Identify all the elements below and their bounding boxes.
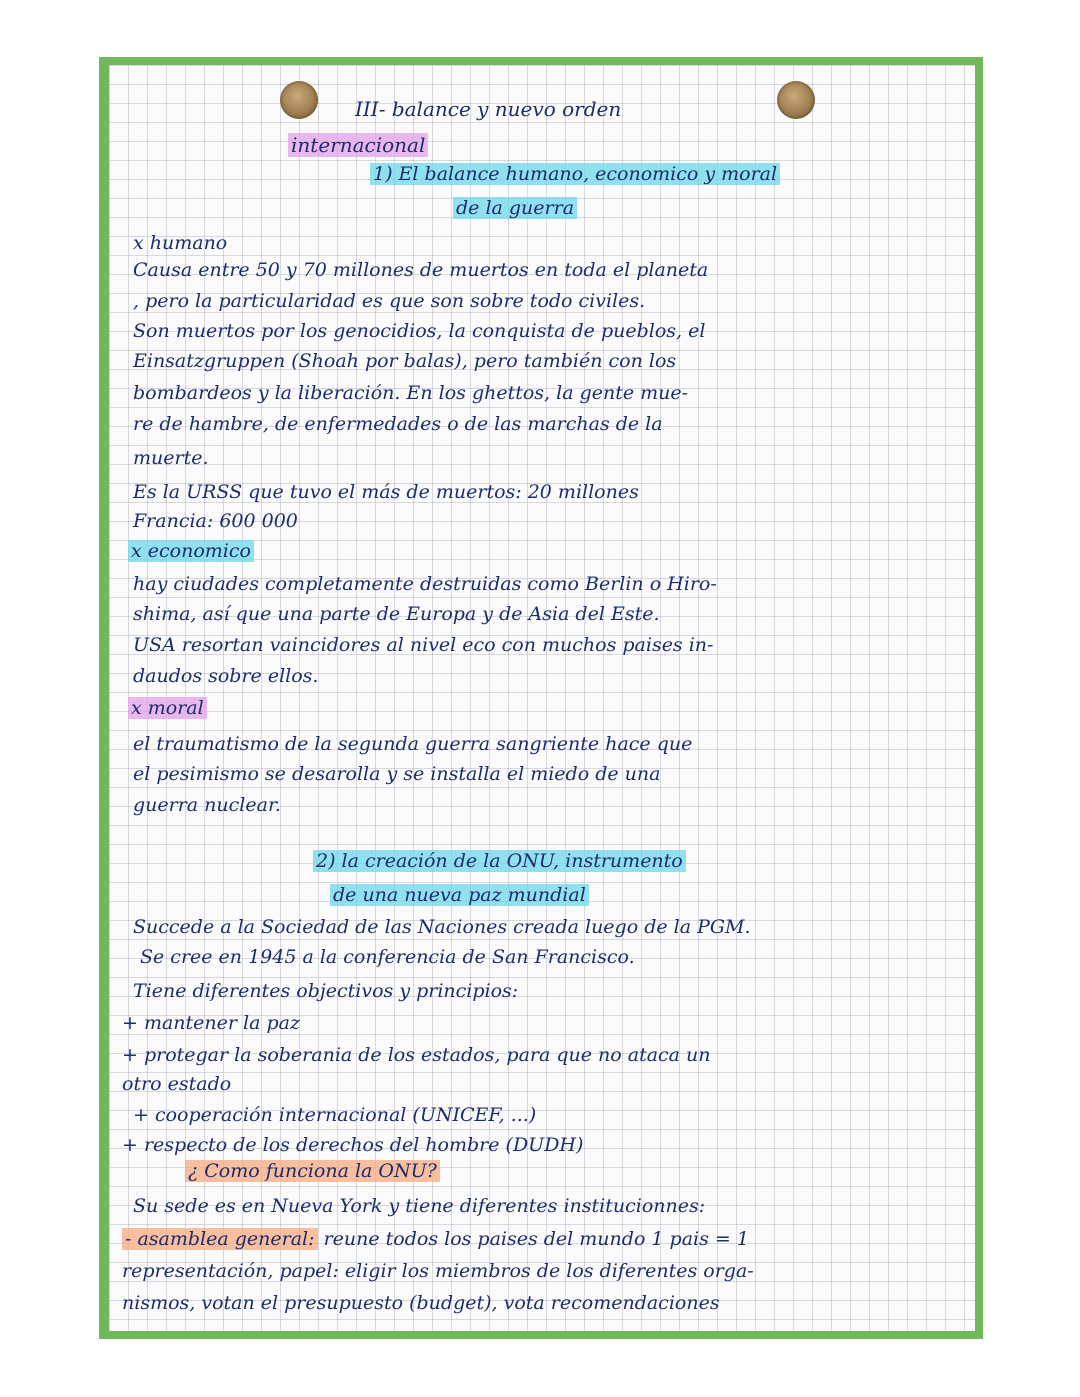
humano-line: re de hambre, de enfermedades o de las marchas de la bbox=[133, 413, 663, 435]
asamblea-line: representación, papel: eligir los miembros de los diferentes orga- bbox=[122, 1260, 754, 1282]
section1-heading-2 bbox=[453, 197, 577, 219]
section2-intro-line: Tiene diferentes objectivos y principios: bbox=[133, 980, 519, 1002]
punch-hole-left bbox=[280, 81, 318, 119]
humano-line: bombardeos y la liberación. En los ghettos, la gente mue- bbox=[133, 382, 689, 404]
section1-heading-line1: 1) El balance humano, economico y moral bbox=[370, 163, 780, 185]
objective-item: + mantener la paz bbox=[122, 1012, 300, 1034]
moral-line: guerra nuclear. bbox=[133, 794, 281, 816]
page-title-line2: internacional bbox=[288, 133, 428, 157]
asamblea-text: reune todos los paises del mundo 1 pais = 1 bbox=[323, 1228, 749, 1250]
page-title-line1: III- balance y nuevo orden bbox=[355, 97, 622, 121]
section2-heading-line2: de una nueva paz mundial bbox=[330, 884, 589, 906]
humano-line: Francia: 600 000 bbox=[133, 510, 298, 532]
question-heading: ¿ Como funciona la ONU? bbox=[185, 1160, 440, 1182]
asamblea-label: - asamblea general: bbox=[122, 1228, 318, 1250]
economico-line: shima, así que una parte de Europa y de Asia del Este. bbox=[133, 603, 660, 625]
section1-heading bbox=[370, 163, 780, 185]
humano-line: Einsatzgruppen (Shoah por balas), pero también con los bbox=[133, 350, 677, 372]
humano-line: muerte. bbox=[133, 447, 209, 469]
objective-item: + protegar la soberania de los estados, para que no ataca un bbox=[122, 1044, 711, 1066]
section2-heading bbox=[313, 850, 686, 872]
humano-label: x humano bbox=[133, 232, 228, 254]
section2-heading-line1: 2) la creación de la ONU, instrumento bbox=[313, 850, 686, 872]
humano-line: , pero la particularidad es que son sobre todo civiles. bbox=[133, 290, 646, 312]
economico-line: daudos sobre ellos. bbox=[133, 665, 319, 687]
punch-hole-right bbox=[777, 81, 815, 119]
page-title bbox=[355, 98, 621, 120]
page-title-line2-wrapper bbox=[288, 134, 428, 156]
economico-line: USA resortan vaincidores al nivel eco con muchos paises in- bbox=[133, 634, 714, 656]
moral-label-wrapper bbox=[128, 697, 207, 719]
humano-line: Son muertos por los genocidios, la conquista de pueblos, el bbox=[133, 320, 706, 342]
economico-line: hay ciudades completamente destruidas como Berlin o Hiro- bbox=[133, 573, 717, 595]
economico-label-wrapper bbox=[128, 540, 254, 562]
moral-label: x moral bbox=[128, 697, 207, 719]
moral-line: el traumatismo de la segunda guerra sangriente hace que bbox=[133, 733, 693, 755]
moral-line: el pesimismo se desarolla y se installa el miedo de una bbox=[133, 763, 661, 785]
humano-line: Causa entre 50 y 70 millones de muertos en toda el planeta bbox=[133, 259, 709, 281]
section2-intro-line: Succede a la Sociedad de las Naciones creada luego de la PGM. bbox=[133, 916, 751, 938]
section2-heading-2 bbox=[330, 884, 589, 906]
objective-item: + cooperación internacional (UNICEF, ...) bbox=[133, 1104, 537, 1126]
question-wrapper bbox=[185, 1160, 440, 1182]
objective-item: otro estado bbox=[122, 1073, 232, 1095]
asamblea-line bbox=[122, 1228, 749, 1250]
economico-label: x economico bbox=[128, 540, 254, 562]
section2-intro-line: Se cree en 1945 a la conferencia de San Francisco. bbox=[140, 946, 635, 968]
section1-heading-line2: de la guerra bbox=[453, 197, 577, 219]
objective-item: + respecto de los derechos del hombre (DUDH) bbox=[122, 1134, 584, 1156]
humano-line: Es la URSS que tuvo el más de muertos: 20 millones bbox=[133, 481, 639, 503]
sede-line: Su sede es en Nueva York y tiene diferentes institucionnes: bbox=[133, 1195, 706, 1217]
asamblea-line: nismos, votan el presupuesto (budget), vota recomendaciones bbox=[122, 1292, 720, 1314]
